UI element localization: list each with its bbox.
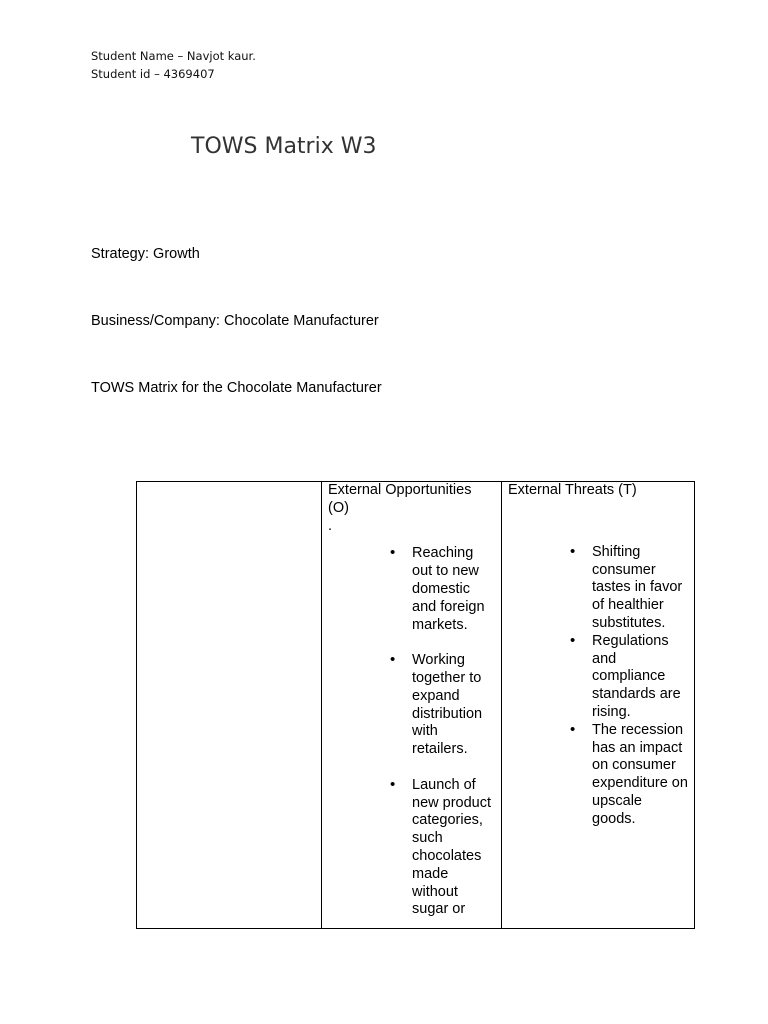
opportunities-list: [328, 545, 495, 919]
bullet-icon: •: [390, 775, 396, 793]
matrix-heading: TOWS Matrix for the Chocolate Manufacturer: [91, 380, 382, 396]
tows-matrix-table: [136, 481, 695, 929]
list-item: • Working together to expand distribution with retailers.: [390, 651, 483, 758]
list-item: • Regulations and compliance standards are rising.: [570, 631, 681, 720]
student-id: Student id – 4369407: [91, 67, 215, 81]
list-item: • The recession has an impact on consumer expenditure on upscale goods.: [570, 720, 688, 827]
document-title: TOWS Matrix W3: [191, 134, 377, 159]
student-name: Student Name – Navjot kaur.: [91, 49, 256, 63]
bullet-icon: •: [570, 720, 576, 738]
list-item: • Reaching out to new domestic and foreign markets.: [390, 544, 485, 633]
business-line: Business/Company: Chocolate Manufacturer: [91, 313, 379, 329]
bullet-icon: •: [390, 651, 396, 669]
threats-cell: [502, 482, 695, 929]
bullet-icon: •: [390, 544, 396, 562]
table-row: [137, 482, 695, 929]
student-info: [91, 47, 256, 83]
opportunities-header: External Opportunities (O): [328, 482, 472, 516]
corner-cell: [137, 482, 322, 929]
threats-list: [508, 544, 688, 829]
bullet-icon: •: [570, 542, 576, 560]
list-item: • Launch of new product categories, such chocolates made without sugar or: [390, 775, 491, 918]
opportunities-cell: [322, 482, 502, 929]
strategy-line: Strategy: Growth: [91, 246, 200, 262]
bullet-icon: •: [570, 631, 576, 649]
threats-header: External Threats (T): [508, 482, 637, 498]
list-item: • Shifting consumer tastes in favor of healthier substitutes.: [570, 542, 683, 631]
opportunities-marker: .: [328, 517, 333, 534]
